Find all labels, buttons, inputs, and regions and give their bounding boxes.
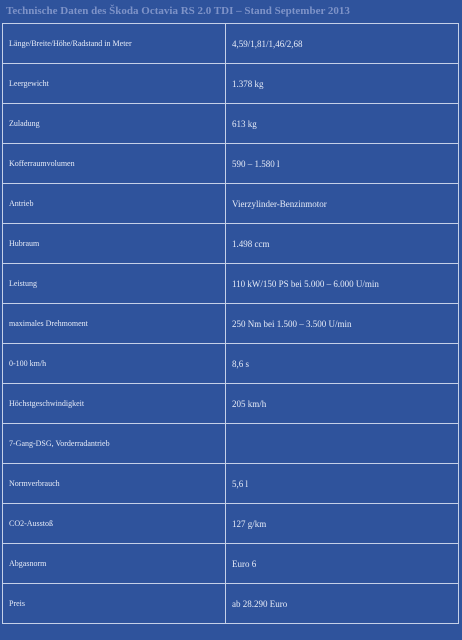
row-label: CO2-Ausstoß	[3, 504, 226, 544]
table-row	[3, 504, 459, 544]
table-row	[3, 424, 459, 464]
table-row	[3, 184, 459, 224]
row-label: Höchstgeschwindigkeit	[3, 384, 226, 424]
row-value: 127 g/km	[226, 504, 459, 544]
row-value: 8,6 s	[226, 344, 459, 384]
row-value: 250 Nm bei 1.500 – 3.500 U/min	[226, 304, 459, 344]
row-value: Vierzylinder-Benzinmotor	[226, 184, 459, 224]
row-label: 0-100 km/h	[3, 344, 226, 384]
row-label: Abgasnorm	[3, 544, 226, 584]
table-row	[3, 304, 459, 344]
row-value: 1.378 kg	[226, 64, 459, 104]
specs-table	[2, 23, 459, 624]
page-title: Technische Daten des Škoda Octavia RS 2.0 TDI – Stand September 2013	[6, 5, 350, 17]
table-row	[3, 64, 459, 104]
row-value: 590 – 1.580 l	[226, 144, 459, 184]
row-value: ab 28.290 Euro	[226, 584, 459, 624]
row-label: Zuladung	[3, 104, 226, 144]
table-row	[3, 144, 459, 184]
table-row	[3, 104, 459, 144]
table-row	[3, 224, 459, 264]
row-label: Preis	[3, 584, 226, 624]
table-row	[3, 384, 459, 424]
table-row	[3, 344, 459, 384]
row-label: Länge/Breite/Höhe/Radstand in Meter	[3, 24, 226, 64]
row-value: 5,6 l	[226, 464, 459, 504]
row-value	[226, 424, 459, 464]
row-label: Leistung	[3, 264, 226, 304]
row-label: Normverbrauch	[3, 464, 226, 504]
row-label: Kofferraumvolumen	[3, 144, 226, 184]
row-label: maximales Drehmoment	[3, 304, 226, 344]
row-value: 4,59/1,81/1,46/2,68	[226, 24, 459, 64]
row-label: Leergewicht	[3, 64, 226, 104]
row-value: Euro 6	[226, 544, 459, 584]
table-row	[3, 584, 459, 624]
row-label: Hubraum	[3, 224, 226, 264]
row-value: 110 kW/150 PS bei 5.000 – 6.000 U/min	[226, 264, 459, 304]
table-row	[3, 264, 459, 304]
row-label: Antrieb	[3, 184, 226, 224]
row-value: 613 kg	[226, 104, 459, 144]
table-row	[3, 464, 459, 504]
table-row	[3, 544, 459, 584]
row-value: 205 km/h	[226, 384, 459, 424]
table-row	[3, 24, 459, 64]
row-value: 1.498 ccm	[226, 224, 459, 264]
row-label: 7-Gang-DSG, Vorderradantrieb	[3, 424, 226, 464]
